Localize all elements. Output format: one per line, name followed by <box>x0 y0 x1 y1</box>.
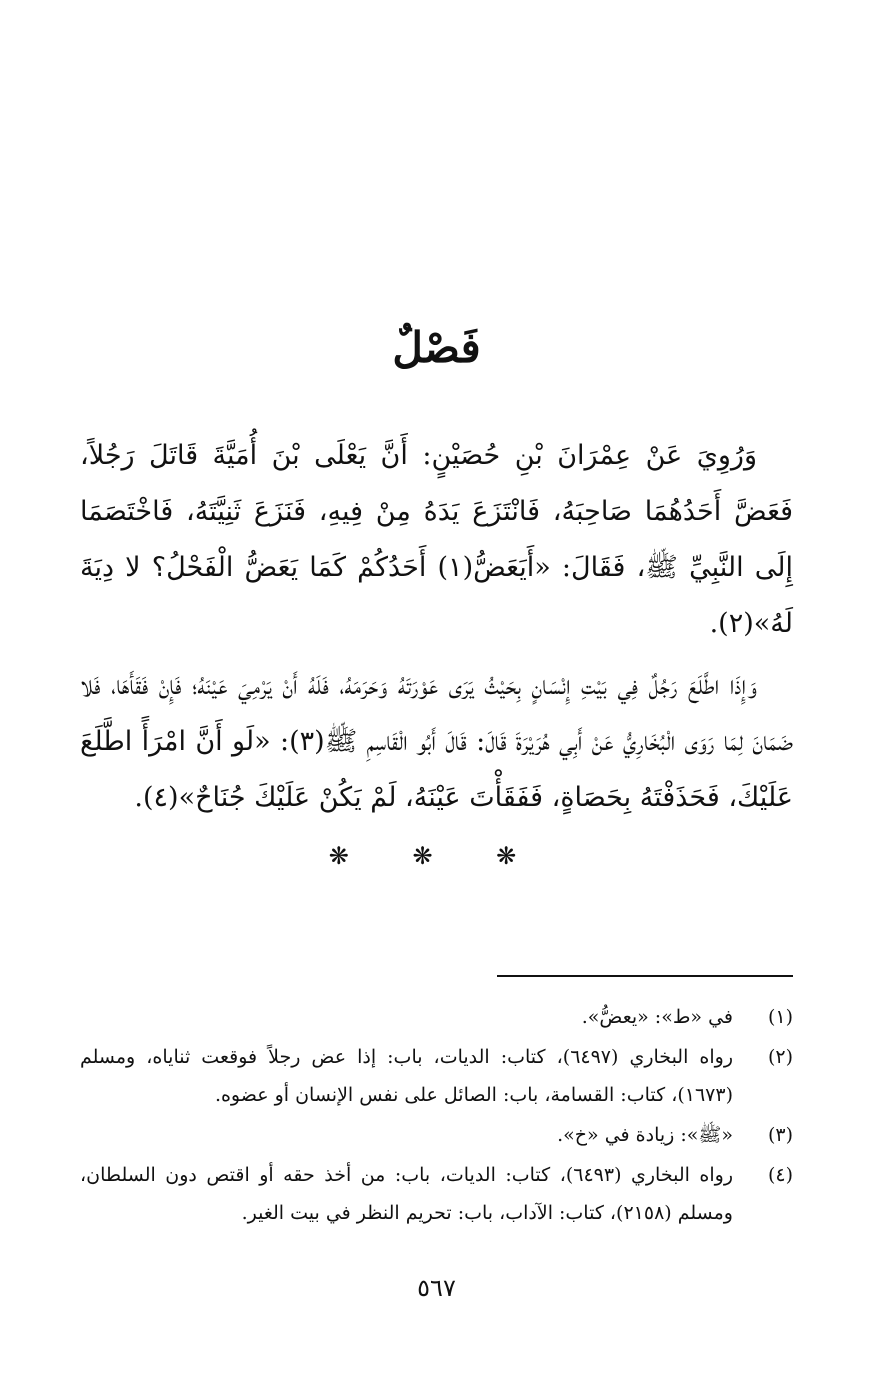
paragraph: وَإِذَا اطَّلَعَ رَجُلٌ فِي بَيْتِ إِنْسَانٍ بِحَيْثُ يَرَى عَوْرَتَهُ وَحَرَمَهُ، فَلَهُ أَنْ يَرْمِيَ عَيْنَهُ؛ فَإِنْ فَقَأَهَا، فَلا ضَمَانَ لِمَا رَوَى الْبُخَارِيُّ عَنْ أَبِي هُرَيْرَةَ قَالَ: قَالَ أَبُو الْقَاسِمِ ﷺ(٣): «لَو أَنَّ امْرَأً اطَّلَعَ عَلَيْكَ، فَحَذَفْتَهُ بِحَصَاةٍ، فَفَقَأْتَ عَيْنَهُ، لَمْ يَكُنْ عَلَيْكَ جُنَاحٌ»(٤). <box>80 670 794 813</box>
footnote-number: (٣) <box>767 1124 793 1146</box>
page-number: ٥٦٧ <box>417 1274 456 1302</box>
footnote-separator-line <box>497 975 793 977</box>
footnote-text: رواه البخاري (٦٤٩٣)، كتاب: الديات، باب: من أخذ حقه أو اقتص دون السلطان، ومسلم (٢١٥٨)، كتاب: الآداب، باب: تحريم النظر في بيت الغير. <box>80 1164 733 1224</box>
footnote-item <box>80 998 793 1036</box>
footnote-item <box>80 1116 793 1154</box>
paragraph: وَرُوِيَ عَنْ عِمْرَانَ بْنِ حُصَيْنٍ: أَنَّ يَعْلَى بْنَ أُمَيَّةَ قَاتَلَ رَجُلاً، فَعَضَّ أَحَدُهُمَا صَاحِبَهُ، فَانْتَزَعَ يَدَهُ مِنْ فِيهِ، فَنَزَعَ ثَنِيَّتَهُ، فَاخْتَصَمَا إِلَى النَّبِيِّ ﷺ، فَقَالَ: «أَيَعَضُّ(١) أَحَدُكُمْ كَمَا يَعَضُّ الْفَحْلُ؟ لا دِيَةَ لَهُ»(٢). <box>80 440 793 639</box>
footnotes <box>80 998 793 1234</box>
section-title: فَصْلٌ <box>392 323 481 372</box>
footnote-number: (٤) <box>767 1164 793 1186</box>
section-divider-ornament: ❋ ❋ ❋ <box>328 842 545 870</box>
footnote-item <box>80 1038 793 1114</box>
footnote-item <box>80 1156 793 1232</box>
footnote-text: رواه البخاري (٦٤٩٧)، كتاب: الديات، باب: إذا عض رجلاً فوقعت ثناياه، ومسلم (١٦٧٣)، كتاب: القسامة، باب: الصائل على نفس الإنسان أو عضوه. <box>80 1046 733 1106</box>
footnote-text: «ﷺ»: زيادة في «خ». <box>557 1124 733 1146</box>
main-text <box>80 428 793 826</box>
footnote-number: (١) <box>767 1006 793 1028</box>
footnote-number: (٢) <box>767 1046 793 1068</box>
footnote-text: في «ط»: «يعضُّ». <box>581 1006 733 1028</box>
